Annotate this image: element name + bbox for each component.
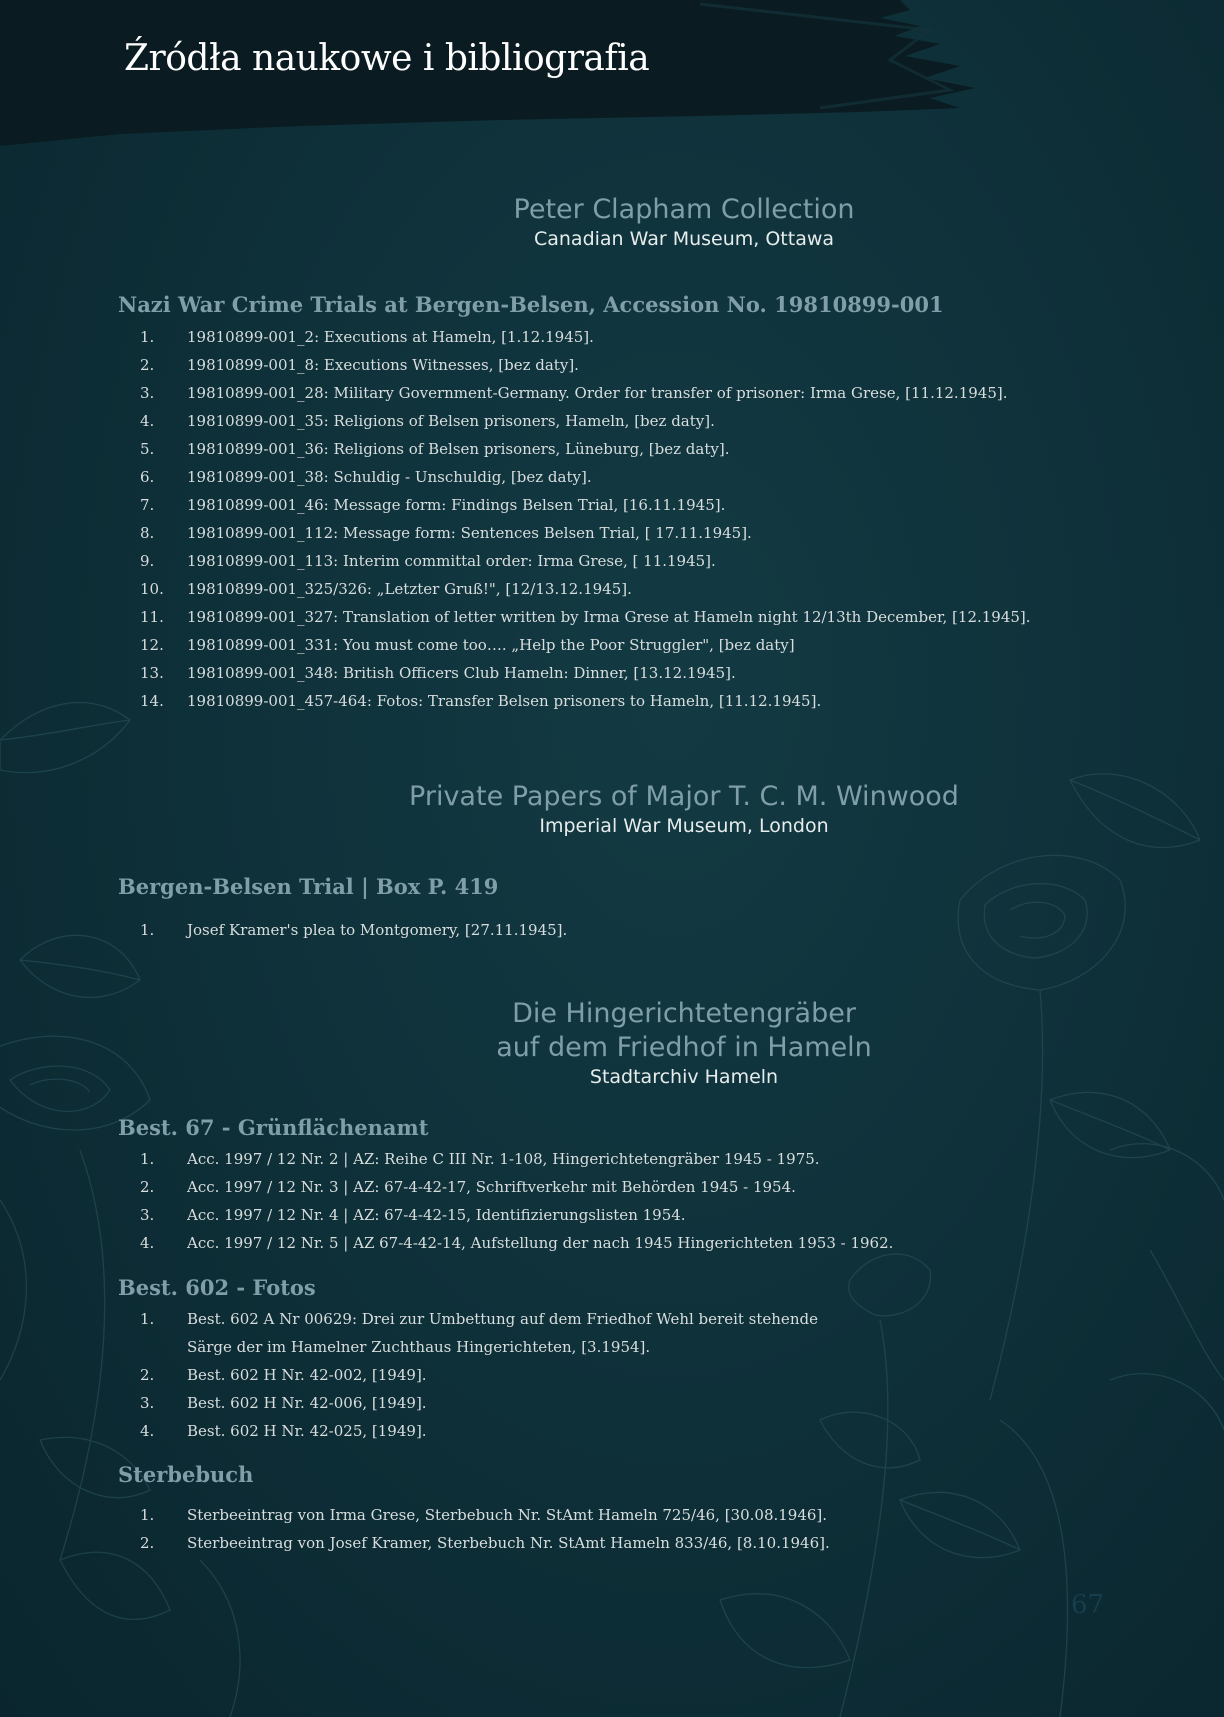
- collection-heading-hameln: [144, 997, 1224, 1089]
- item-number: 3.: [140, 1394, 155, 1412]
- item-number: 11.: [140, 608, 164, 626]
- item-text: Sterbeeintrag von Josef Kramer, Sterbebuch Nr. StAmt Hameln 833/46, [8.10.1946].: [187, 1534, 830, 1552]
- section-heading: Nazi War Crime Trials at Bergen-Belsen, Accession No. 19810899-001: [118, 292, 944, 317]
- item-text: 19810899-001_8: Executions Witnesses, [bez daty].: [187, 356, 579, 374]
- collection-title: Peter Clapham Collection: [513, 194, 855, 225]
- item-text: 19810899-001_28: Military Government-Germany. Order for transfer of prisoner: Irma Grese, [11.12.1945].: [187, 384, 1008, 402]
- item-number: 2.: [140, 1178, 155, 1196]
- item-number: 3.: [140, 384, 155, 402]
- item-number: 6.: [140, 468, 155, 486]
- item-text: 19810899-001_35: Religions of Belsen prisoners, Hameln, [bez daty].: [187, 412, 715, 430]
- page-number: 67: [1071, 1590, 1105, 1620]
- collection-title: auf dem Friedhof in Hameln: [496, 1032, 872, 1063]
- item-number: 13.: [140, 664, 164, 682]
- item-text: Acc. 1997 / 12 Nr. 2 | AZ: Reihe C III Nr. 1-108, Hingerichtetengräber 1945 - 1975.: [187, 1150, 820, 1168]
- item-text: 19810899-001_112: Message form: Sentences Belsen Trial, [ 17.11.1945].: [187, 524, 752, 542]
- collection-subtitle: Canadian War Museum, Ottawa: [533, 228, 835, 250]
- item-number: 5.: [140, 440, 155, 458]
- item-number: 3.: [140, 1206, 155, 1224]
- item-number: 1.: [140, 328, 155, 346]
- item-text: 19810899-001_331: You must come too…. „Help the Poor Struggler", [bez daty]: [187, 636, 795, 654]
- item-text: 19810899-001_2: Executions at Hameln, [1.12.1945].: [187, 328, 594, 346]
- item-text: Acc. 1997 / 12 Nr. 4 | AZ: 67-4-42-15, Identifizierungslisten 1954.: [187, 1206, 686, 1224]
- item-text: 19810899-001_327: Translation of letter written by Irma Grese at Hameln night 12/13th December, [12.1945].: [187, 608, 1031, 626]
- item-number: 2.: [140, 1534, 155, 1552]
- item-number: 2.: [140, 356, 155, 374]
- item-text: Acc. 1997 / 12 Nr. 3 | AZ: 67-4-42-17, Schriftverkehr mit Behörden 1945 - 1954.: [187, 1178, 796, 1196]
- section-heading: Bergen-Belsen Trial | Box P. 419: [118, 874, 499, 899]
- item-number: 10.: [140, 580, 164, 598]
- item-text: Best. 602 H Nr. 42-002, [1949].: [187, 1366, 427, 1384]
- collection-heading-winwood: [144, 780, 1224, 838]
- item-number: 4.: [140, 412, 155, 430]
- item-number: 4.: [140, 1234, 155, 1252]
- item-number: 2.: [140, 1366, 155, 1384]
- collection-title: Private Papers of Major T. C. M. Winwood: [409, 781, 959, 812]
- item-text: Best. 602 A Nr 00629: Drei zur Umbettung auf dem Friedhof Wehl bereit stehende Särge der im Hamelner Zuchthaus Hingerichteten, [3.1954].: [187, 1310, 818, 1356]
- collection-title: Die Hingerichtetengräber: [512, 998, 856, 1029]
- item-text: 19810899-001_38: Schuldig - Unschuldig, [bez daty].: [187, 468, 592, 486]
- item-number: 12.: [140, 636, 164, 654]
- item-number: 8.: [140, 524, 155, 542]
- collection-heading-clapham: [144, 193, 1224, 251]
- section-heading: Sterbebuch: [118, 1462, 254, 1487]
- item-text: 19810899-001_348: British Officers Club Hameln: Dinner, [13.12.1945].: [187, 664, 736, 682]
- item-text: 19810899-001_113: Interim committal order: Irma Grese, [ 11.1945].: [187, 552, 716, 570]
- item-text: 19810899-001_325/326: „Letzter Gruß!", [12/13.12.1945].: [187, 580, 632, 598]
- item-number: 14.: [140, 692, 164, 710]
- item-text: Sterbeeintrag von Irma Grese, Sterbebuch Nr. StAmt Hameln 725/46, [30.08.1946].: [187, 1506, 828, 1524]
- section-heading: Best. 67 - Grünflächenamt: [118, 1115, 429, 1140]
- section-heading: Best. 602 - Fotos: [118, 1275, 316, 1300]
- item-number: 1.: [140, 1310, 155, 1328]
- collection-subtitle: Imperial War Museum, London: [539, 815, 829, 837]
- item-text: 19810899-001_36: Religions of Belsen prisoners, Lüneburg, [bez daty].: [187, 440, 730, 458]
- item-number: 4.: [140, 1422, 155, 1440]
- item-number: 1.: [140, 921, 155, 939]
- item-number: 1.: [140, 1506, 155, 1524]
- item-text: Best. 602 H Nr. 42-006, [1949].: [187, 1394, 427, 1412]
- item-number: 1.: [140, 1150, 155, 1168]
- item-text: Best. 602 H Nr. 42-025, [1949].: [187, 1422, 427, 1440]
- collection-subtitle: Stadtarchiv Hameln: [589, 1066, 779, 1088]
- item-text: 19810899-001_46: Message form: Findings Belsen Trial, [16.11.1945].: [187, 496, 726, 514]
- item-number: 7.: [140, 496, 155, 514]
- item-text: 19810899-001_457-464: Fotos: Transfer Belsen prisoners to Hameln, [11.12.1945].: [187, 692, 822, 710]
- page-title: Źródła naukowe i bibliografia: [124, 38, 650, 79]
- item-text: Josef Kramer's plea to Montgomery, [27.11.1945].: [187, 921, 568, 939]
- item-number: 9.: [140, 552, 155, 570]
- item-text: Acc. 1997 / 12 Nr. 5 | AZ 67-4-42-14, Aufstellung der nach 1945 Hingerichteten 1953 - 1962.: [187, 1234, 894, 1252]
